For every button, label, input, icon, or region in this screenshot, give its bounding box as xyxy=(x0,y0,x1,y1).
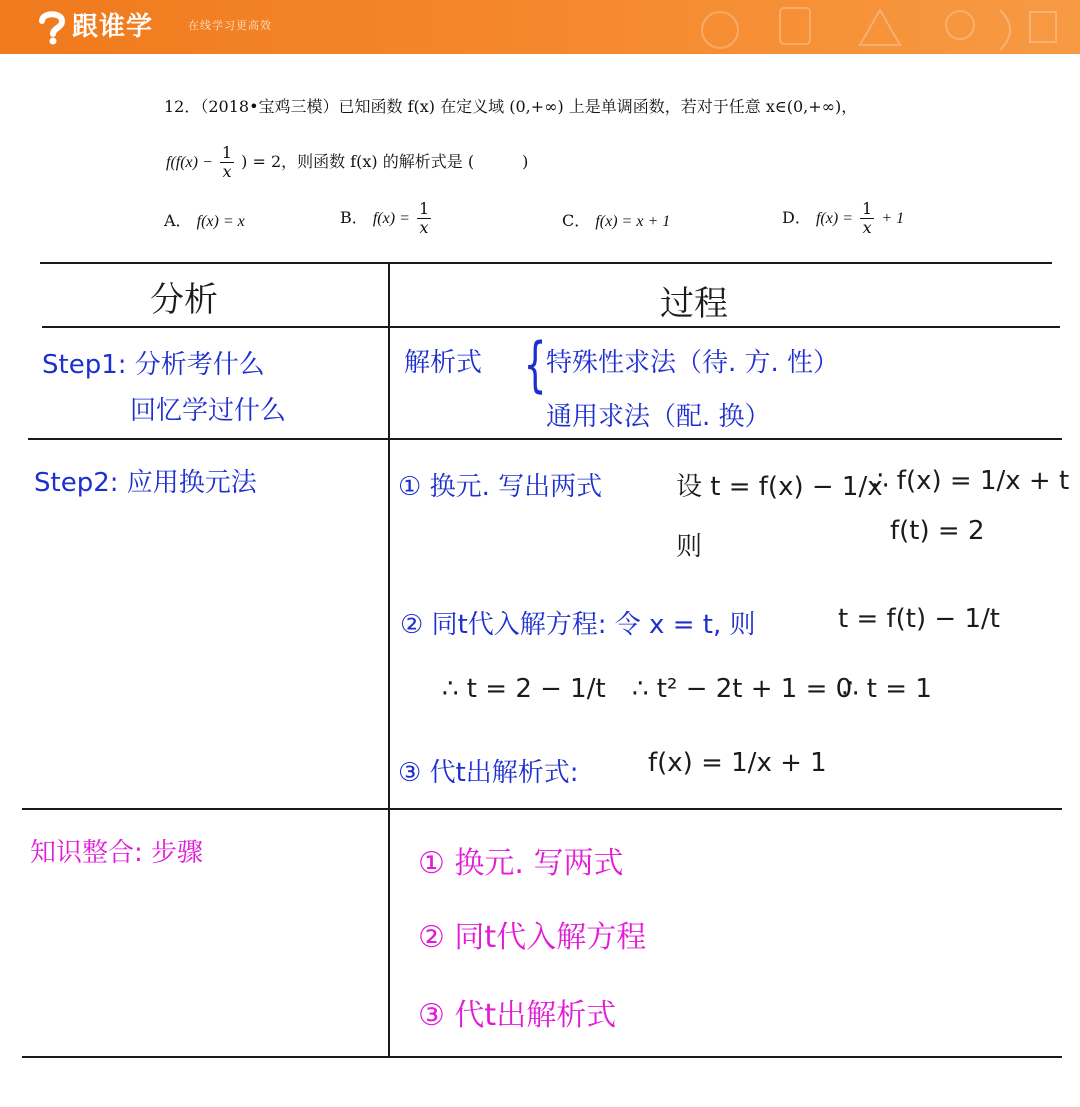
table-row-divider-1 xyxy=(42,326,1060,328)
option-a-expr: f(x) = x xyxy=(196,213,245,230)
header-banner xyxy=(0,0,1080,54)
table-header-analysis: 分析 xyxy=(150,280,218,320)
option-b-denominator: x xyxy=(419,218,429,237)
step1-label: ① 换元. 写出两式 xyxy=(398,472,603,502)
problem-line-2 xyxy=(166,144,528,181)
option-d-suffix: + 1 xyxy=(881,210,905,227)
step3-label: ③ 代t出解析式: xyxy=(398,758,579,788)
option-c[interactable] xyxy=(562,210,670,233)
row1-left-line2: 回忆学过什么 xyxy=(130,396,287,426)
row1-right-line2: 通用求法（配. 换） xyxy=(546,402,771,432)
row1-left-line1: Step1: 分析考什么 xyxy=(42,350,265,380)
problem-line2-suffix: ) = 2，则函数 f(x) 的解析式是 ( ) xyxy=(241,152,529,171)
logo-icon xyxy=(36,9,68,45)
option-a-label: A． xyxy=(164,211,192,230)
step1-f: ∴ f(x) = 1/x + t xyxy=(872,466,1070,496)
table-top-border xyxy=(40,262,1052,264)
table-header-process: 过程 xyxy=(660,284,728,324)
table-bottom-border xyxy=(22,1056,1062,1058)
option-d-label: D． xyxy=(782,208,811,227)
step2-c: ∴ t = 1 xyxy=(842,674,932,704)
row3-left: 知识整合: 步骤 xyxy=(30,838,204,868)
option-b-label: B． xyxy=(340,208,368,227)
option-c-label: C． xyxy=(562,211,591,230)
row1-brace: { xyxy=(523,330,547,400)
fraction xyxy=(220,144,234,181)
step2-b: ∴ t² − 2t + 1 = 0 xyxy=(632,674,853,704)
option-d[interactable] xyxy=(782,200,904,237)
option-d-expr: f(x) = xyxy=(815,210,853,227)
step2-eq: t = f(t) − 1/t xyxy=(838,604,1000,634)
brand-name: 跟谁学 xyxy=(72,12,154,42)
option-d-denominator: x xyxy=(862,218,872,237)
summary-step-2: ② 同t代入解方程 xyxy=(418,920,647,955)
table-row-divider-2 xyxy=(28,438,1062,440)
option-b-numerator: 1 xyxy=(418,199,430,218)
summary-step-3: ③ 代t出解析式 xyxy=(418,998,617,1033)
option-c-expr: f(x) = x + 1 xyxy=(595,213,671,230)
brand-slogan: 在线学习更高效 xyxy=(188,19,272,32)
fraction-denominator: x xyxy=(222,162,232,181)
row1-right-main: 解析式 xyxy=(404,348,483,378)
step3-eq: f(x) = 1/x + 1 xyxy=(648,748,827,778)
option-b-fraction xyxy=(417,200,431,237)
problem-line-1: 12．（2018•宝鸡三模）已知函数 f(x) 在定义域 (0,+∞) 上是单调函数，若对于任意 x∈(0,+∞)， xyxy=(164,97,858,116)
step1-ft: f(t) = 2 xyxy=(890,516,985,546)
table-column-divider xyxy=(388,264,390,1058)
summary-step-1: ① 换元. 写两式 xyxy=(418,846,624,881)
step1-then: 则 xyxy=(676,532,703,562)
step2-label: ② 同t代入解方程: 令 x = t, 则 xyxy=(400,610,756,640)
problem-line2-prefix: f(f(x) − xyxy=(166,154,213,171)
option-b-expr: f(x) = xyxy=(372,210,410,227)
table-row-divider-3 xyxy=(22,808,1062,810)
fraction-numerator: 1 xyxy=(221,143,233,162)
row2-left: Step2: 应用换元法 xyxy=(34,468,257,498)
decorative-pattern xyxy=(660,0,1080,54)
option-a[interactable] xyxy=(164,210,245,233)
option-d-fraction xyxy=(860,200,874,237)
option-d-numerator: 1 xyxy=(862,199,873,218)
step1-set: 设 t = f(x) − 1/x xyxy=(676,472,883,502)
option-b[interactable] xyxy=(340,200,433,237)
step2-a: ∴ t = 2 − 1/t xyxy=(442,674,606,704)
row1-right-line1: 特殊性求法（待. 方. 性） xyxy=(546,348,840,378)
